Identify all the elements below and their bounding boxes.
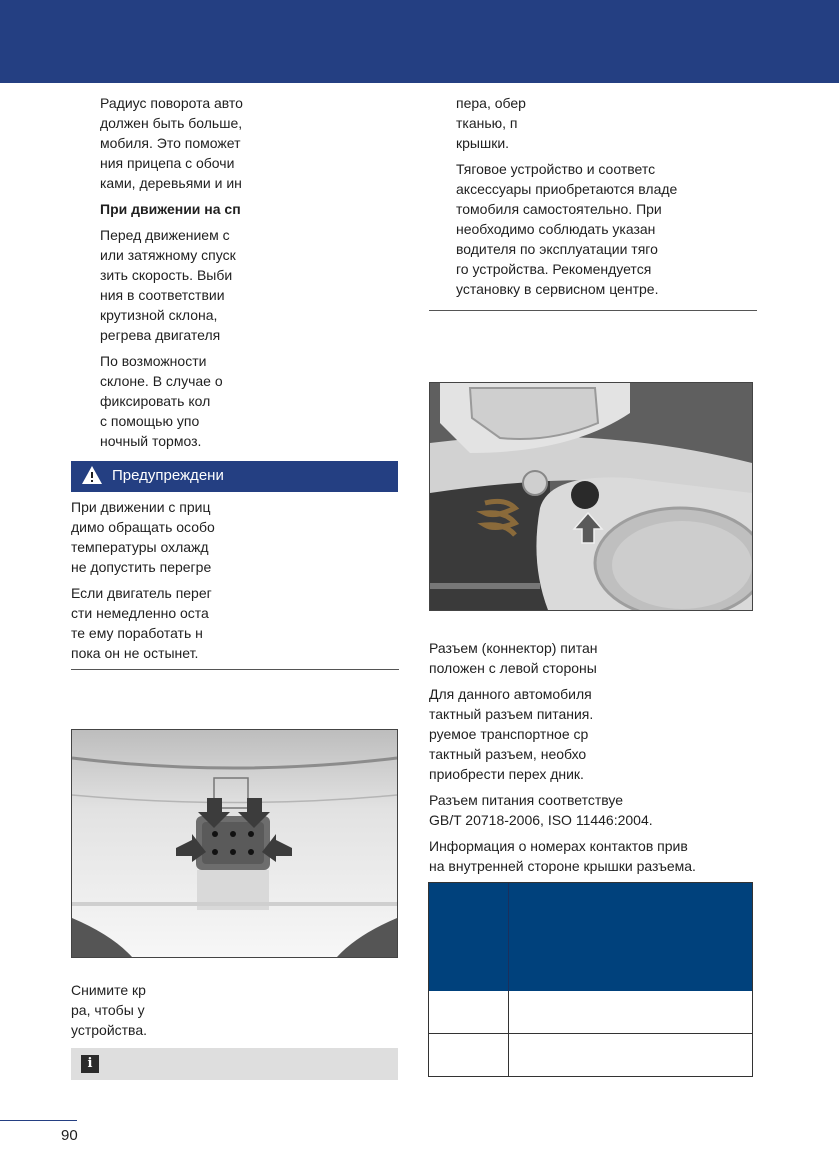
warning-bar bbox=[71, 461, 398, 492]
right-column-top bbox=[429, 93, 757, 305]
paragraph-wrap-cloth: пера, обер тканью, п крышки. bbox=[456, 95, 526, 151]
info-icon: i bbox=[81, 1055, 99, 1073]
section-divider-right bbox=[429, 310, 757, 311]
subheading-driving-slope: При движении на сп bbox=[100, 201, 241, 217]
section-divider-left bbox=[71, 669, 399, 670]
rear-bumper-illustration bbox=[72, 730, 397, 957]
paragraph-connector-standard: Разъем питания соответствуе GB/T 20718-2006, ISO 11446:2004. bbox=[429, 792, 653, 828]
page-number: 90 bbox=[61, 1127, 78, 1144]
paragraph-connector-location: Разъем (коннектор) питан положен с левой стороны bbox=[429, 640, 598, 676]
warning-body bbox=[71, 497, 399, 669]
footer-rule bbox=[0, 1120, 77, 1121]
paragraph-before-descent: Перед движением с или затяжному спуск зить скорость. Выби ния в соответствии крутизной склона, регрева двигателя bbox=[100, 227, 236, 343]
photo-rear-bumper bbox=[71, 729, 398, 958]
photo-caption-remove-cover: Снимите кр ра, чтобы у устройства. bbox=[71, 982, 148, 1038]
right-column-bottom bbox=[429, 638, 757, 882]
warning-title: Предупреждени bbox=[112, 467, 224, 484]
underbody-illustration bbox=[430, 383, 752, 610]
left-column bbox=[71, 93, 399, 457]
pin-table-row-divider bbox=[429, 1033, 752, 1034]
info-bar bbox=[71, 1048, 398, 1080]
pin-table-header-divider bbox=[508, 883, 509, 991]
paragraph-towing-device: Тяговое устройство и соответс аксессуары приобретаются владе томобиля самостоятельно. При необходимо соблюдать указан водителя по эксплуатации тяго го устройства. Рекомендуется установку в сервисном центре. bbox=[456, 161, 678, 297]
paragraph-turning-radius: Радиус поворота авто должен быть больше, мобиля. Это поможет ния прицепа с обочи ками, деревьями и ин bbox=[100, 95, 243, 191]
warning-paragraph-towing: При движении с приц димо обращать особо температуры охлажд не допустить перегре bbox=[71, 499, 215, 575]
paragraph-parking-slope: По возможности склоне. В случае о фиксировать кол с помощью упо ночный тормоз. bbox=[100, 353, 223, 449]
pin-table-header bbox=[429, 883, 752, 991]
header-band bbox=[0, 0, 839, 83]
warning-paragraph-overheat: Если двигатель перег сти немедленно оста те ему поработать н пока он не остынет. bbox=[71, 585, 212, 661]
warning-triangle-icon bbox=[81, 465, 103, 485]
pin-table bbox=[428, 882, 753, 1077]
paragraph-pin-info: Информация о номерах контактов прив на внутренней стороне крышки разъема. bbox=[429, 838, 696, 874]
photo-underbody-connector bbox=[429, 382, 753, 611]
paragraph-connector-adapter: Для данного автомобиля тактный разъем питания. руемое транспортное ср тактный разъем, необхо приобрести перех дник. bbox=[429, 686, 594, 782]
